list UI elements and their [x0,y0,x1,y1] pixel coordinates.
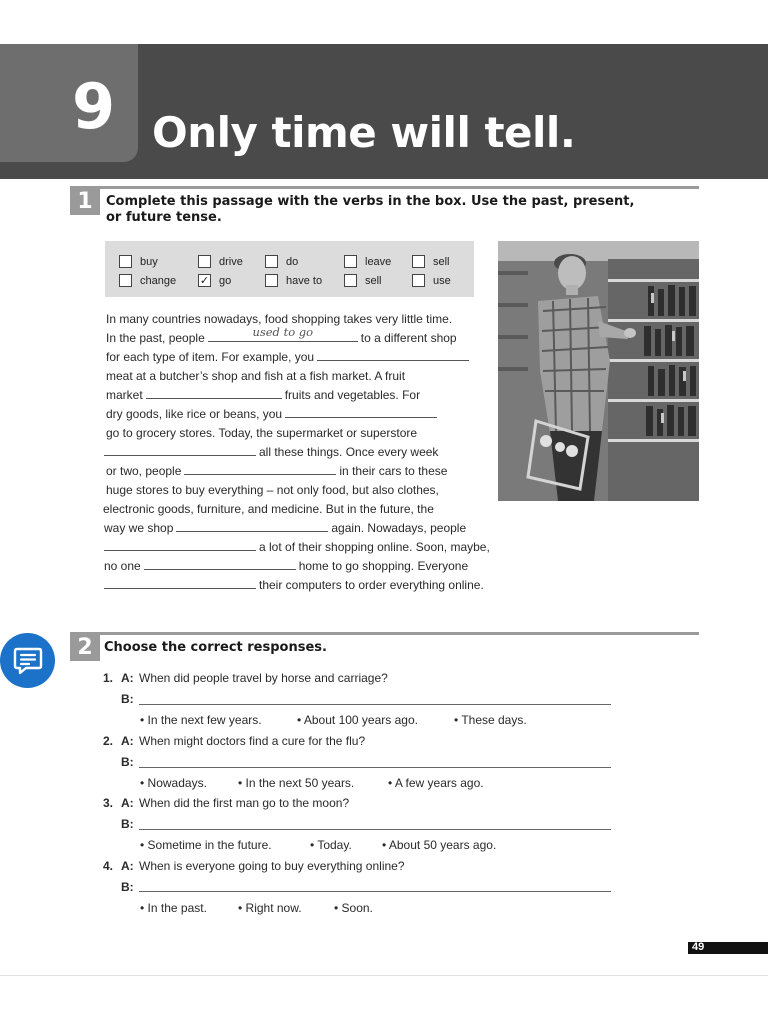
passage-line: all these things. Once every week [104,443,438,462]
exercise-2-number: 2 [70,635,100,661]
answer-blank[interactable] [104,577,256,589]
checkbox[interactable] [344,255,357,268]
response-option[interactable]: • About 100 years ago. [297,713,418,727]
exercise-1-number: 1 [70,189,100,215]
chat-bubble-glyph [12,645,44,677]
checkbox[interactable] [412,274,425,287]
a-label: A: [121,859,134,873]
passage-line: In many countries nowadays, food shopping takes very little time. [106,312,453,326]
question-number: 4. [103,859,114,873]
word-box-item[interactable]: drive [198,255,243,268]
passage-line: In the past, people used to go to a different shop [106,325,457,345]
passage-line: a lot of their shopping online. Soon, maybe, [104,538,490,557]
shopper-photo [498,241,699,501]
exercise-1-instruction: Complete this passage with the verbs in the box. Use the past, present, or future tense. [106,194,635,225]
response-option[interactable]: • A few years ago. [388,776,484,790]
word-box-item[interactable]: ✓ go [199,274,232,287]
answer-line[interactable] [139,891,611,892]
a-label: A: [121,734,134,748]
response-option[interactable]: • In the past. [140,901,207,915]
question-number: 2. [103,734,114,748]
question-number: 3. [103,796,114,810]
question-text: When is everyone going to buy everything online? [139,859,405,873]
checkbox[interactable] [344,274,357,287]
chat-bubble-icon[interactable] [0,633,55,688]
page-number: 49 [692,941,705,953]
word-box-item[interactable]: sell [344,274,382,287]
passage-line: huge stores to buy everything – not only food, but also clothes, [106,483,439,497]
b-label: B: [121,755,134,769]
answer-blank[interactable] [146,387,282,399]
b-label: B: [121,692,134,706]
word-box-item[interactable]: leave [344,255,391,268]
footer-divider [0,975,768,976]
supermarket-illustration [498,241,699,501]
answer-blank[interactable] [104,539,256,551]
checkbox[interactable]: ✓ [199,274,210,287]
question-text: When might doctors find a cure for the flu? [139,734,366,748]
a-label: A: [121,671,134,685]
unit-title: Only time will tell. [152,108,576,157]
word-box-item[interactable]: buy [119,255,158,268]
answer-line[interactable] [139,704,611,705]
answer-blank[interactable] [144,558,296,570]
response-option[interactable]: • In the next few years. [140,713,262,727]
checkbox[interactable] [119,274,132,287]
answer-blank[interactable] [285,406,437,418]
word-box-item[interactable]: do [265,255,298,268]
answer-blank[interactable] [176,520,328,532]
checkbox[interactable] [119,255,132,268]
checkbox[interactable] [412,255,425,268]
verb-word-box [105,241,474,297]
response-option[interactable]: • Sometime in the future. [140,838,272,852]
unit-number-tab [0,44,138,162]
passage-line: market fruits and vegetables. For [106,388,421,402]
answer-blank-example[interactable]: used to go [208,330,358,342]
checkbox[interactable] [265,255,278,268]
word-box-item[interactable]: have to [265,274,322,287]
answer-blank[interactable] [317,349,469,361]
answer-blank[interactable] [184,463,336,475]
passage-line: or two, people in their cars to these [106,464,448,478]
checkbox[interactable] [198,255,211,268]
question-text: When did the first man go to the moon? [139,796,350,810]
exercise-2-instruction: Choose the correct responses. [104,640,327,655]
answer-blank[interactable] [104,444,256,456]
checkbox[interactable] [265,274,278,287]
passage-line: their computers to order everything online. [104,576,484,595]
question-text: When did people travel by horse and carriage? [139,671,388,685]
response-option[interactable]: • Right now. [238,901,302,915]
response-option[interactable]: • Today. [310,838,352,852]
word-box-item[interactable]: sell [412,255,450,268]
passage-line: electronic goods, furniture, and medicine. But in the future, the [103,502,434,516]
response-option[interactable]: • About 50 years ago. [382,838,497,852]
question-number: 1. [103,671,114,685]
passage-line: no one home to go shopping. Everyone [104,559,469,573]
response-option[interactable]: • In the next 50 years. [238,776,355,790]
passage-line: way we shop again. Nowadays, people [104,521,467,535]
unit-banner [0,44,768,179]
word-box-item[interactable]: change [119,274,176,287]
exercise-1-rule [70,186,699,189]
passage-line: for each type of item. For example, you [106,348,472,367]
answer-line[interactable] [139,829,611,830]
response-option[interactable]: • Nowadays. [140,776,207,790]
unit-number: 9 [72,70,114,143]
response-option[interactable]: • Soon. [334,901,373,915]
response-option[interactable]: • These days. [454,713,527,727]
b-label: B: [121,817,134,831]
passage-line: meat at a butcher’s shop and fish at a fish market. A fruit [106,369,406,383]
passage-line: go to grocery stores. Today, the supermarket or superstore [106,426,418,440]
answer-line[interactable] [139,767,611,768]
word-box-item[interactable]: use [412,274,451,287]
page-top-margin [0,0,768,44]
a-label: A: [121,796,134,810]
b-label: B: [121,880,134,894]
passage-line: dry goods, like rice or beans, you [106,405,440,424]
exercise-2-rule [70,632,699,635]
